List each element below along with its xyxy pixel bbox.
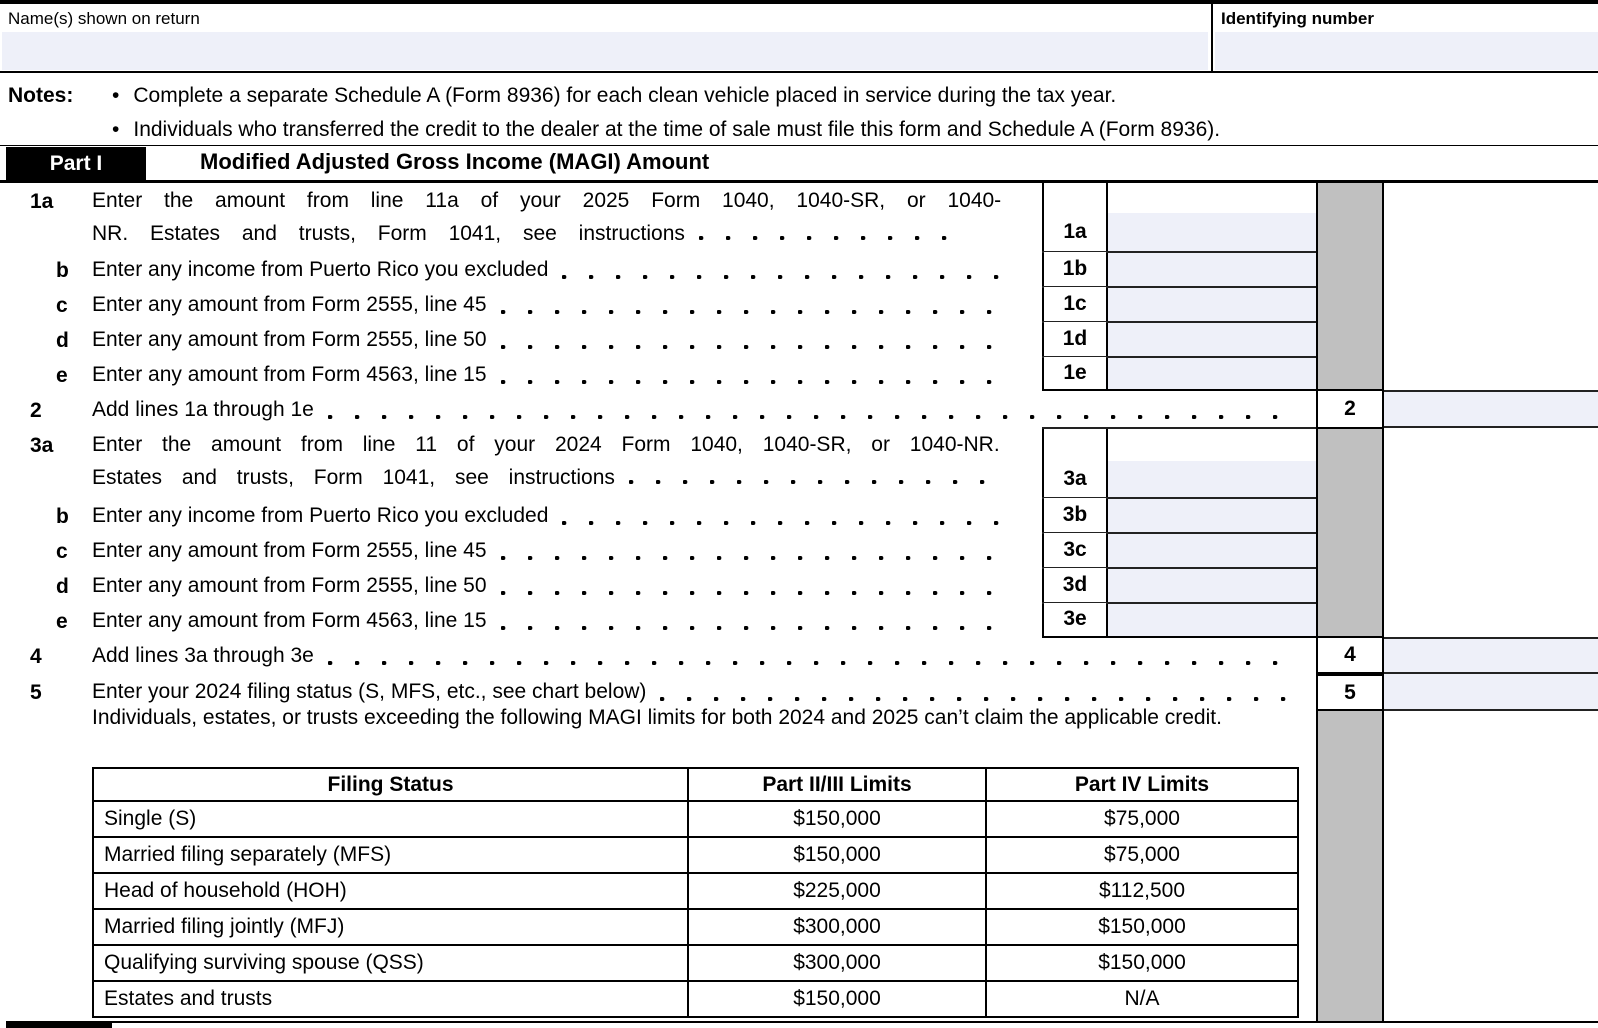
line-number-4: 4 (30, 645, 42, 668)
line-number-3a: 3a (30, 434, 54, 457)
dot-leader (501, 310, 1004, 314)
line-5-input[interactable] (1384, 674, 1598, 709)
line-1e-input[interactable] (1108, 358, 1316, 389)
rule-3e-bottom (1042, 636, 1316, 638)
cell-limit23: $150,000 (688, 981, 986, 1017)
line-number-3d: d (56, 575, 69, 598)
box-label-3d: 3d (1044, 568, 1106, 601)
line-number-1b: b (56, 259, 69, 282)
cell-status: Head of household (HOH) (93, 873, 688, 909)
line-2-text: Add lines 1a through 1e (92, 398, 314, 421)
note-bullet-2: • Individuals who transferred the credit to the dealer at the time of sale must file this form and Schedule A (Form 8936). (112, 113, 1220, 146)
dot-leader (501, 626, 1004, 630)
cell-limit23: $150,000 (688, 801, 986, 837)
rule-1e-bottom (1042, 389, 1316, 391)
line-3b (92, 499, 1012, 532)
top-border (0, 0, 1598, 4)
name-label: Name(s) shown on return (8, 9, 200, 28)
table-row (93, 873, 1298, 909)
dot-leader (660, 697, 1294, 701)
line-3d-text: Enter any amount from Form 2555, line 50 (92, 574, 487, 597)
cell-limit23: $150,000 (688, 837, 986, 873)
line-number-3b: b (56, 505, 69, 528)
cell-limit4: $75,000 (986, 837, 1298, 873)
col-header-part23-limits: Part II/III Limits (688, 768, 986, 801)
line-1a-input[interactable] (1108, 213, 1316, 251)
cell-status: Married filing jointly (MFJ) (93, 909, 688, 945)
line-4-input[interactable] (1384, 639, 1598, 672)
box-label-3b: 3b (1044, 498, 1106, 531)
identifying-number-input[interactable] (1215, 32, 1598, 70)
part1-badge: Part I (6, 147, 146, 180)
col-header-part4-limits: Part IV Limits (986, 768, 1298, 801)
dot-leader (328, 415, 1294, 419)
line-1d (92, 323, 1012, 356)
cell-status: Qualifying surviving spouse (QSS) (93, 945, 688, 981)
cell-limit4: $150,000 (986, 909, 1298, 945)
dot-leader (562, 521, 1004, 525)
line-3b-input[interactable] (1108, 499, 1316, 532)
dot-leader (501, 380, 1004, 384)
line-2-input[interactable] (1384, 392, 1598, 426)
line-5-text: Enter your 2024 filing status (S, MFS, etc., see chart below) (92, 680, 647, 703)
line-1b-input[interactable] (1108, 253, 1316, 286)
box-label-3c: 3c (1044, 533, 1106, 566)
line-3d (92, 569, 1012, 602)
identifying-number-label: Identifying number (1221, 9, 1374, 28)
line-1b-text: Enter any income from Puerto Rico you excluded (92, 258, 549, 281)
line-1d-text: Enter any amount from Form 2555, line 50 (92, 328, 487, 351)
line-1c (92, 288, 1012, 321)
line-number-2: 2 (30, 399, 42, 422)
cell-limit4: N/A (986, 981, 1298, 1017)
cell-status: Estates and trusts (93, 981, 688, 1017)
cell-limit4: $150,000 (986, 945, 1298, 981)
line-5-note: Individuals, estates, or trusts exceeding the following MAGI limits for both 2024 and 2025 can’t claim the applicable credit. (92, 706, 1222, 729)
line-3e (92, 604, 1012, 637)
box-label-4: 4 (1318, 636, 1382, 674)
box-label-2: 2 (1318, 389, 1382, 429)
line-number-1a: 1a (30, 190, 54, 213)
line-number-3e: e (56, 610, 68, 633)
part1-title: Modified Adjusted Gross Income (MAGI) Amount (200, 149, 710, 174)
line-number-5: 5 (30, 681, 42, 704)
line-3a-input[interactable] (1108, 461, 1316, 497)
box-label-3e: 3e (1044, 603, 1106, 635)
line-number-1d: d (56, 329, 69, 352)
dot-leader (501, 591, 1004, 595)
cell-limit23: $225,000 (688, 873, 986, 909)
line-1c-text: Enter any amount from Form 2555, line 45 (92, 293, 487, 316)
cell-limit4: $75,000 (986, 801, 1298, 837)
shaded-column (1316, 183, 1384, 1021)
line-1c-input[interactable] (1108, 288, 1316, 321)
box-label-1e: 1e (1044, 357, 1106, 389)
table-row (93, 837, 1298, 873)
header-bottom-border (0, 71, 1598, 73)
cell-status: Single (S) (93, 801, 688, 837)
notes-label: Notes: (8, 84, 74, 107)
dot-leader (562, 275, 1004, 279)
line-3c-input[interactable] (1108, 534, 1316, 567)
line-2 (92, 393, 1302, 426)
rule-row5-bottom (1384, 709, 1598, 711)
filing-status-table (92, 767, 1299, 1018)
dot-leader (328, 661, 1294, 665)
line-1a-text: Enter the amount from line 11a of your 2025 Form 1040, 1040-SR, or 1040-NR. Estates and trusts, Form 1041, see instructions (92, 184, 1017, 250)
bottom-rule (112, 1021, 1598, 1023)
line-number-1e: e (56, 364, 68, 387)
line-3d-input[interactable] (1108, 569, 1316, 602)
header-divider (1211, 4, 1213, 72)
table-row (93, 981, 1298, 1017)
line-3c (92, 534, 1012, 567)
box-label-5: 5 (1318, 674, 1382, 711)
line-3c-text: Enter any amount from Form 2555, line 45 (92, 539, 487, 562)
cell-status: Married filing separately (MFS) (93, 837, 688, 873)
dot-leader (501, 556, 1004, 560)
line-3e-input[interactable] (1108, 604, 1316, 636)
line-4 (92, 639, 1302, 672)
line-3e-text: Enter any amount from Form 4563, line 15 (92, 609, 487, 632)
box-label-1c: 1c (1044, 287, 1106, 320)
line-1d-input[interactable] (1108, 323, 1316, 356)
line-number-3c: c (56, 540, 68, 563)
cell-limit4: $112,500 (986, 873, 1298, 909)
line-4-text: Add lines 3a through 3e (92, 644, 314, 667)
table-row (93, 801, 1298, 837)
table-row (93, 909, 1298, 945)
part1-top-border (0, 145, 1598, 146)
rule-row2-bottom (1384, 426, 1598, 428)
box-label-3a: 3a (1044, 462, 1106, 496)
cell-limit23: $300,000 (688, 909, 986, 945)
line-3b-text: Enter any income from Puerto Rico you excluded (92, 504, 549, 527)
rule-block2-top (1042, 427, 1316, 429)
dot-leader (501, 345, 1004, 349)
line-3a-text: Enter the amount from line 11 of your 2024 Form 1040, 1040-SR, or 1040-NR. Estates and trusts, Form 1041, see instructions (92, 428, 1017, 494)
box-label-1a: 1a (1044, 215, 1106, 249)
line-1b (92, 253, 1012, 286)
box-label-1b: 1b (1044, 252, 1106, 285)
name-input[interactable] (2, 32, 1208, 70)
line-1e-text: Enter any amount from Form 4563, line 15 (92, 363, 487, 386)
line-1e (92, 358, 1012, 391)
line-number-1c: c (56, 294, 68, 317)
next-part-badge-cutoff (6, 1021, 112, 1028)
table-header-row (93, 768, 1298, 801)
note-bullet-1: • Complete a separate Schedule A (Form 8936) for each clean vehicle placed in service during the tax year. (112, 79, 1116, 112)
box-label-1d: 1d (1044, 322, 1106, 355)
col-header-filing-status: Filing Status (93, 768, 688, 801)
cell-limit23: $300,000 (688, 945, 986, 981)
table-row (93, 945, 1298, 981)
